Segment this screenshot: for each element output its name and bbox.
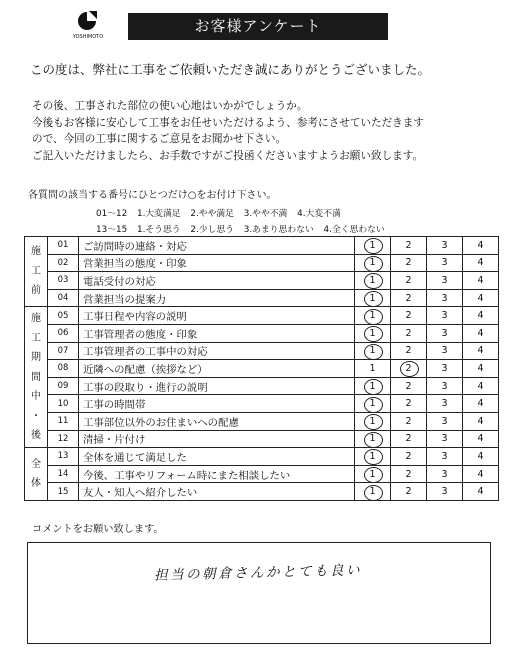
rating-value: 1: [369, 450, 376, 462]
question-number: 12: [48, 430, 79, 448]
rating-value: 4: [477, 468, 484, 480]
question-text: 工事管理者の態度・印象: [79, 324, 355, 342]
legend-option: 3.やや不満: [243, 209, 288, 219]
instruction-text: 各質問の該当する番号にひとつだけ○をお付け下さい。: [28, 190, 277, 201]
logo-text: YOSHIMOTO: [72, 34, 104, 40]
question-number: 10: [48, 395, 79, 413]
rating-value: 4: [477, 398, 484, 410]
question-number: 11: [48, 412, 79, 430]
hand-drawn-circle-icon: [364, 309, 383, 325]
question-text: 友人・知人へ紹介したい: [79, 483, 355, 501]
question-text: 近隣への配慮（挨拶など）: [79, 360, 355, 378]
legend-option: 4.全く思わない: [323, 225, 385, 235]
rating-value: 2: [405, 415, 412, 427]
question-number: 15: [48, 483, 79, 501]
rating-value: 4: [477, 257, 484, 269]
legend-option: 2.少し思う: [190, 225, 234, 235]
question-text: ご訪問時の連絡・対応: [79, 237, 355, 255]
rating-value: 1: [369, 362, 376, 374]
rating-value: 1: [369, 380, 376, 392]
intro-paragraph: [32, 98, 424, 164]
intro-line: ご記入いただけましたら、お手数ですがご投函くださいますようお願い致します。: [32, 149, 424, 162]
rating-value: 3: [441, 433, 448, 445]
question-row: [25, 360, 499, 378]
section-label: [25, 448, 48, 501]
rating-value: 3: [441, 310, 448, 322]
question-text: 全体を通じて満足した: [79, 448, 355, 466]
legend-option: 4.大変不満: [297, 209, 341, 219]
legend-range: 01～12: [96, 209, 128, 219]
question-text: 工事の段取り・進行の説明: [79, 377, 355, 395]
rating-option-3[interactable]: [427, 430, 463, 448]
rating-value: 2: [405, 468, 412, 480]
question-row: [25, 483, 499, 501]
rating-option-3[interactable]: [427, 342, 463, 360]
hand-drawn-circle-icon: [364, 326, 383, 342]
rating-option-2[interactable]: [391, 324, 427, 342]
rating-value: 1: [369, 327, 376, 339]
rating-value: 1: [369, 415, 376, 427]
thanks-message: この度は、弊社に工事をご依頼いただき誠にありがとうございました。: [30, 62, 431, 77]
rating-option-3[interactable]: [427, 237, 463, 255]
rating-option-1[interactable]: [355, 342, 391, 360]
question-number: 13: [48, 448, 79, 466]
rating-option-1[interactable]: [355, 360, 391, 378]
hand-drawn-circle-icon: [364, 256, 383, 272]
rating-option-3[interactable]: [427, 254, 463, 272]
rating-option-2[interactable]: [391, 342, 427, 360]
section-label-char: ・: [31, 410, 41, 422]
question-row: [25, 412, 499, 430]
rating-value: 2: [405, 292, 412, 304]
question-row: [25, 395, 499, 413]
question-number: 07: [48, 342, 79, 360]
rating-option-1[interactable]: [355, 465, 391, 483]
rating-option-1[interactable]: [355, 324, 391, 342]
rating-option-1[interactable]: [355, 430, 391, 448]
rating-value: 3: [441, 450, 448, 462]
rating-option-2[interactable]: [391, 272, 427, 290]
hand-drawn-circle-icon: [364, 238, 383, 254]
rating-option-4[interactable]: [463, 360, 499, 378]
rating-value: 1: [369, 398, 376, 410]
rating-value: 4: [477, 450, 484, 462]
rating-value: 3: [441, 486, 448, 498]
intro-line: ので、今回の工事に関するご意見をお聞かせ下さい。: [32, 133, 287, 145]
question-row: [25, 342, 499, 360]
rating-option-2[interactable]: [391, 289, 427, 307]
question-number: 02: [48, 254, 79, 272]
hand-drawn-circle-icon: [364, 467, 383, 483]
rating-value: 4: [477, 380, 484, 392]
rating-option-4[interactable]: [463, 272, 499, 290]
rating-option-4[interactable]: [463, 342, 499, 360]
section-label-char: 間: [31, 371, 41, 383]
rating-value: 4: [477, 239, 484, 251]
question-row: [25, 430, 499, 448]
question-text: 営業担当の態度・印象: [79, 254, 355, 272]
rating-value: 2: [405, 327, 412, 339]
rating-option-4[interactable]: [463, 448, 499, 466]
question-row: [25, 272, 499, 290]
rating-legend-13-15: [96, 222, 392, 235]
hand-drawn-circle-icon: [364, 449, 383, 465]
rating-value: 3: [441, 327, 448, 339]
question-row: [25, 254, 499, 272]
rating-option-2[interactable]: [391, 395, 427, 413]
rating-value: 2: [405, 450, 412, 462]
legend-option: 2.やや満足: [190, 209, 234, 219]
section-label-char: 期: [31, 352, 41, 363]
rating-value: 3: [441, 345, 448, 357]
rating-value: 2: [405, 486, 412, 498]
rating-option-2[interactable]: [391, 254, 427, 272]
rating-option-4[interactable]: [463, 289, 499, 307]
rating-value: 1: [369, 274, 376, 286]
rating-option-3[interactable]: [427, 324, 463, 342]
rating-option-1[interactable]: [355, 412, 391, 430]
rating-value: 2: [405, 398, 412, 410]
question-row: [25, 465, 499, 483]
question-text: 営業担当の提案力: [79, 289, 355, 307]
legend-option: 1.そう思う: [136, 225, 181, 235]
section-label: [25, 307, 48, 448]
question-number: 05: [48, 307, 79, 325]
section-label-char: 工: [31, 265, 41, 277]
handwritten-comment: 担当の朝倉さんかとても良い: [153, 562, 363, 584]
rating-option-3[interactable]: [427, 412, 463, 430]
rating-value: 2: [405, 257, 412, 269]
question-text: 電話受付の対応: [79, 272, 355, 290]
rating-option-3[interactable]: [427, 360, 463, 378]
rating-option-1[interactable]: [355, 307, 391, 325]
rating-legend-01-12: [96, 206, 348, 219]
rating-value: 4: [477, 362, 484, 374]
rating-option-2[interactable]: [391, 465, 427, 483]
rating-option-4[interactable]: [463, 465, 499, 483]
question-row: [25, 377, 499, 395]
comment-box: [27, 542, 491, 644]
rating-value: 1: [369, 292, 376, 304]
rating-value: 2: [405, 433, 412, 445]
survey-table: [24, 236, 499, 501]
hand-drawn-circle-icon: [364, 379, 383, 395]
rating-value: 4: [477, 327, 484, 339]
logo-mark-icon: [76, 10, 98, 32]
rating-option-4[interactable]: [463, 483, 499, 501]
hand-drawn-circle-icon: [364, 273, 383, 289]
question-row: [25, 289, 499, 307]
rating-option-3[interactable]: [427, 289, 463, 307]
intro-line: 今後もお客様に安心して工事をお任せいただけるよう、参考にさせていただきます: [32, 116, 424, 129]
question-row: [25, 307, 499, 325]
rating-value: 3: [441, 415, 448, 427]
rating-value: 3: [441, 239, 448, 251]
question-number: 03: [48, 272, 79, 290]
rating-value: 1: [369, 486, 376, 498]
rating-value: 2: [405, 310, 412, 322]
rating-option-4[interactable]: [463, 412, 499, 430]
rating-option-4[interactable]: [463, 377, 499, 395]
rating-value: 3: [441, 362, 448, 374]
rating-option-1[interactable]: [355, 272, 391, 290]
question-row: [25, 237, 499, 255]
section-label-char: 全: [31, 458, 41, 470]
section-label-char: 施: [31, 246, 41, 258]
rating-option-2[interactable]: [391, 483, 427, 501]
section-label: [25, 237, 48, 307]
section-label-char: 前: [31, 285, 41, 297]
question-text: 今後、工事やリフォーム時にまた相談したい: [79, 465, 355, 483]
section-label-char: 体: [31, 478, 41, 490]
question-number: 08: [48, 360, 79, 378]
hand-drawn-circle-icon: [364, 291, 383, 307]
rating-value: 4: [477, 310, 484, 322]
hand-drawn-circle-icon: [364, 414, 383, 430]
question-number: 09: [48, 377, 79, 395]
hand-drawn-circle-icon: [364, 485, 383, 501]
rating-option-4[interactable]: [463, 324, 499, 342]
rating-value: 4: [477, 433, 484, 445]
hand-drawn-circle-icon: [364, 432, 383, 448]
rating-value: 1: [369, 257, 376, 269]
question-row: [25, 324, 499, 342]
legend-option: 3.あまり思わない: [243, 225, 314, 235]
rating-option-3[interactable]: [427, 483, 463, 501]
rating-option-3[interactable]: [427, 377, 463, 395]
rating-value: 2: [405, 362, 412, 374]
question-text: 清掃・片付け: [79, 430, 355, 448]
rating-value: 3: [441, 380, 448, 392]
rating-option-1[interactable]: [355, 377, 391, 395]
rating-option-1[interactable]: [355, 254, 391, 272]
rating-value: 1: [369, 433, 376, 445]
rating-option-2[interactable]: [391, 237, 427, 255]
legend-option: 1.大変満足: [136, 209, 181, 219]
rating-option-1[interactable]: [355, 289, 391, 307]
section-label-char: 後: [31, 430, 41, 441]
rating-option-1[interactable]: [355, 483, 391, 501]
rating-value: 2: [405, 274, 412, 286]
rating-value: 2: [405, 380, 412, 392]
rating-value: 1: [369, 345, 376, 357]
rating-option-3[interactable]: [427, 272, 463, 290]
rating-value: 3: [441, 292, 448, 304]
rating-value: 2: [405, 239, 412, 251]
hand-drawn-circle-icon: [400, 361, 419, 377]
rating-value: 4: [477, 345, 484, 357]
rating-value: 3: [441, 257, 448, 269]
rating-value: 3: [441, 468, 448, 480]
rating-option-1[interactable]: [355, 237, 391, 255]
rating-option-1[interactable]: [355, 448, 391, 466]
rating-option-2[interactable]: [391, 412, 427, 430]
rating-option-1[interactable]: [355, 395, 391, 413]
question-number: 04: [48, 289, 79, 307]
company-logo: [70, 10, 106, 44]
question-text: 工事の時間帯: [79, 395, 355, 413]
comment-label: コメントをお願い致します。: [32, 524, 164, 535]
question-number: 06: [48, 324, 79, 342]
rating-value: 4: [477, 415, 484, 427]
rating-option-3[interactable]: [427, 395, 463, 413]
rating-value: 4: [477, 486, 484, 498]
rating-option-3[interactable]: [427, 307, 463, 325]
hand-drawn-circle-icon: [364, 397, 383, 413]
rating-option-3[interactable]: [427, 465, 463, 483]
hand-drawn-circle-icon: [364, 344, 383, 360]
rating-option-4[interactable]: [463, 307, 499, 325]
rating-option-2[interactable]: [391, 360, 427, 378]
rating-option-2[interactable]: [391, 377, 427, 395]
rating-option-4[interactable]: [463, 254, 499, 272]
rating-value: 1: [369, 468, 376, 480]
page-title: お客様アンケート: [128, 13, 388, 40]
rating-option-4[interactable]: [463, 237, 499, 255]
rating-option-2[interactable]: [391, 430, 427, 448]
question-number: 01: [48, 237, 79, 255]
rating-option-2[interactable]: [391, 448, 427, 466]
legend-range: 13～15: [96, 225, 128, 235]
rating-value: 4: [477, 292, 484, 304]
rating-option-3[interactable]: [427, 448, 463, 466]
section-label-char: 工: [31, 332, 41, 344]
rating-option-2[interactable]: [391, 307, 427, 325]
rating-value: 2: [405, 345, 412, 357]
section-label-char: 施: [31, 313, 41, 324]
rating-value: 1: [369, 239, 376, 251]
rating-value: 3: [441, 274, 448, 286]
question-text: 工事日程や内容の説明: [79, 307, 355, 325]
rating-value: 3: [441, 398, 448, 410]
question-row: [25, 448, 499, 466]
rating-value: 4: [477, 274, 484, 286]
question-number: 14: [48, 465, 79, 483]
rating-option-4[interactable]: [463, 430, 499, 448]
rating-value: 1: [369, 310, 376, 322]
rating-option-4[interactable]: [463, 395, 499, 413]
intro-line: その後、工事された部位の使い心地はいかがでしょうか。: [32, 100, 308, 112]
question-text: 工事管理者の工事中の対応: [79, 342, 355, 360]
section-label-char: 中: [31, 391, 41, 402]
question-text: 工事部位以外のお住まいへの配慮: [79, 412, 355, 430]
